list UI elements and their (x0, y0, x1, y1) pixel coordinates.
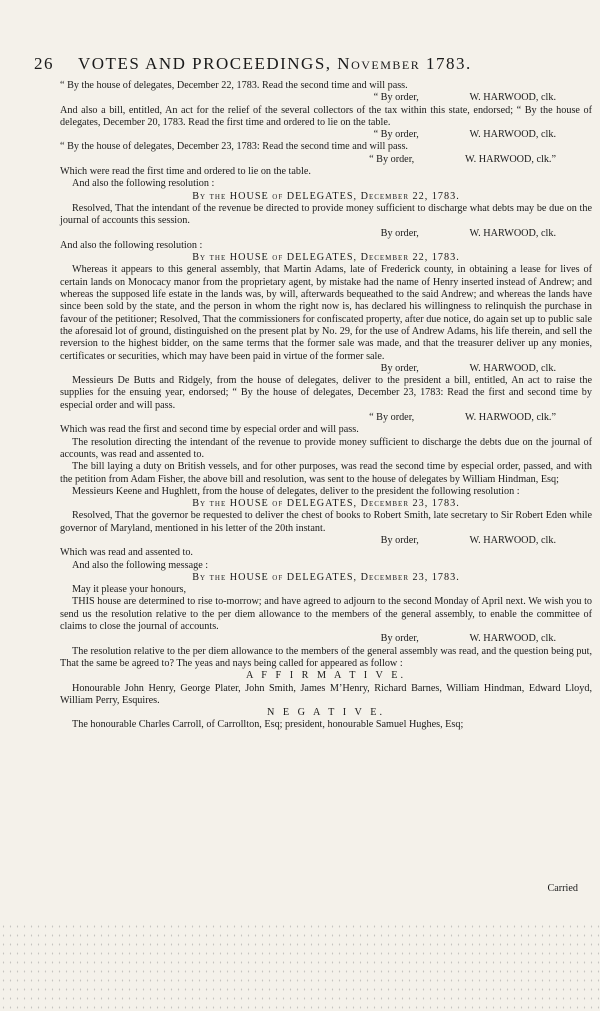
signature-line: By order, W. HARWOOD, clk. (380, 362, 556, 374)
paragraph: Which was read the first and second time by especial order and will pass. (60, 424, 359, 436)
signature-line: “ By order, W. HARWOOD, clk. (373, 129, 556, 141)
signature-line: “ By order, W. HARWOOD, clk. (373, 92, 556, 104)
paragraph: And also a bill, entitled, An act for the relief of the several collectors of the tax within this state, endorsed; “ By the house of delegates, December 20, 1783. Read the first time and ordered to lie on the table. (60, 104, 592, 128)
paragraph: Whereas it appears to this general assembly, that Martin Adams, late of Frederick county, in obtaining a lease for lives of certain lands on Monocacy manor from the proprietary agent, by mistake had the name of Henry inserted instead of Andrew; and whereas the supposed life estate in the lands was, by will, afterwards bequeathed to the said Andrew; and whereas the lands have since been sold by the state, and the person in whom the right now is, has declared his willingness to relinquish the purchase in favour of the petitioner; Resolved, That the commissioners for confiscated property, after due notice, do again set up to public sale the aforesaid lot of ground, distinguished on the present plat by No. 29, for the use of Andrew Adams, his life therein, and sell the reversion to the highest bidder, on the same terms that the former sale was made, and that the treasurer deliver up any monies, certificates or securities, which may have been paid in virtue of the former sale. (60, 264, 592, 362)
signature-line: By order, W. HARWOOD, clk. (380, 633, 556, 645)
signature-line: By order, W. HARWOOD, clk. (380, 534, 556, 546)
vote-heading: N E G A T I V E. (266, 707, 385, 719)
paragraph: The honourable Charles Carroll, of Carrollton, Esq; president, honourable Samuel Hughes, Esq; (72, 719, 464, 731)
vote-heading: A F F I R M A T I V E. (245, 670, 407, 682)
paragraph: Which were read the first time and ordered to lie on the table. (60, 166, 311, 178)
paragraph: “ By the house of delegates, December 23, 1783: Read the second time and will pass. (60, 141, 408, 153)
signature-line: By order, W. HARWOOD, clk. (380, 227, 556, 239)
paragraph: Which was read and assented to. (60, 547, 193, 559)
catchword: Carried (547, 883, 578, 894)
paragraph: Resolved, That the governor be requested to deliver the chest of books to Robert Smith, late secretary to Sir Robert Eden while governor of Maryland, mentioned in his letter of the 20th instant. (60, 510, 592, 534)
paper-texture (0, 922, 600, 1011)
section-heading: By the HOUSE of DELEGATES, December 22, 1783. (192, 252, 460, 264)
paragraph: The resolution directing the intendant of the revenue to provide money sufficient to discharge the debts due on the journal of accounts, was read and assented to. (60, 436, 592, 460)
signature-line: “ By order, W. HARWOOD, clk.” (369, 153, 556, 165)
paragraph: And also the following message : (72, 559, 209, 571)
running-title: VOTES AND PROCEEDINGS, November 1783. (78, 54, 472, 73)
section-heading: By the HOUSE of DELEGATES, December 23, 1783. (192, 498, 460, 510)
paragraph: Messieurs De Butts and Ridgely, from the house of delegates, deliver to the president a bill, entitled, An act to raise the supplies for the ensuing year, endorsed; “ By the house of delegates, December 23, 1783: Read the first and second time by especial order and will pass. (60, 375, 592, 411)
section-heading: By the HOUSE of DELEGATES, December 23, 1783. (192, 571, 460, 583)
signature-line: “ By order, W. HARWOOD, clk.” (369, 412, 556, 424)
paragraph: Honourable John Henry, George Plater, John Smith, James M’Henry, Richard Barnes, William Hindman, Edward Lloyd, William Perry, Esquires. (60, 682, 592, 706)
section-heading: By the HOUSE of DELEGATES, December 22, 1783. (192, 190, 460, 202)
page-header (34, 54, 582, 78)
page-number: 26 (34, 54, 54, 73)
paragraph: The bill laying a duty on British vessels, and for other purposes, was read the second time by especial order, passed, and with the petition from Adam Fisher, the above bill and resolution, was sent to the house of delegates by William Hindman, Esq; (60, 461, 592, 485)
paragraph: May it please your honours, (72, 584, 187, 596)
paragraph: Messieurs Keene and Hughlett, from the house of delegates, deliver to the president the following resolution : (72, 485, 520, 497)
paragraph: Resolved, That the intendant of the revenue be directed to provide money sufficient to discharge what debts may be due on the journal of accounts this session. (60, 202, 592, 227)
paragraph: The resolution relative to the per diem allowance to the members of the general assembly was read, and the question being put, That the same be agreed to? The yeas and nays being called for appeared as follow : (60, 645, 592, 669)
paragraph: “ By the house of delegates, December 22, 1783. Read the second time and will pass. (60, 80, 408, 91)
paragraph: And also the following resolution : (72, 178, 215, 190)
paragraph: And also the following resolution : (60, 239, 203, 251)
paragraph: THIS house are determined to rise to-morrow; and have agreed to adjourn to the second Monday of April next. We wish you to send us the resolution relative to the per diem allowance to the members of the general assembly, to enable the committee of claims to close the journal of accounts. (60, 596, 592, 633)
document-body (60, 80, 592, 732)
